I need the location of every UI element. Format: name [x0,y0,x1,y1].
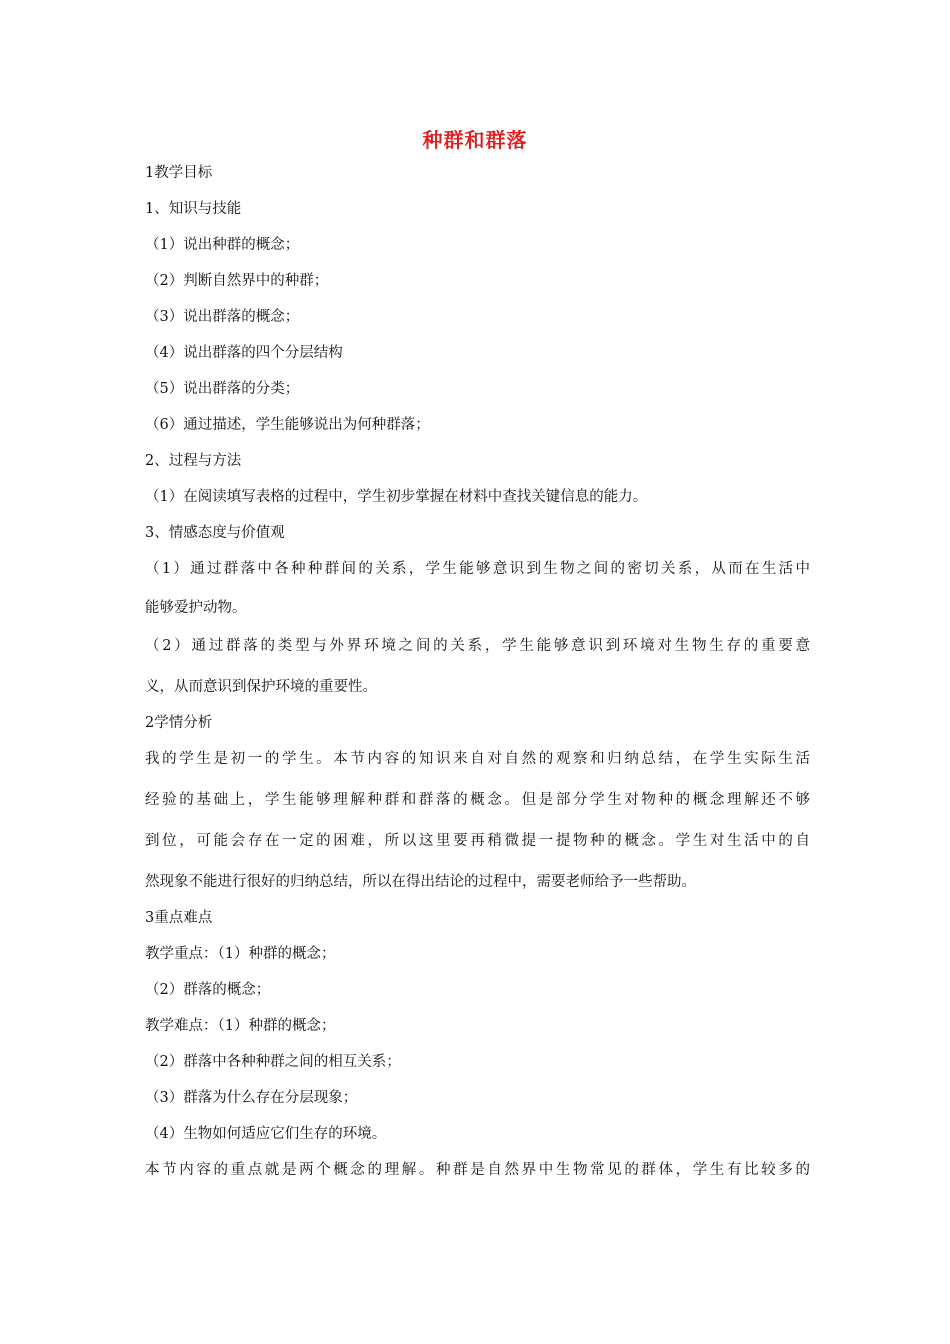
list-item: 教学难点：（1）种群的概念； [145,1018,336,1034]
list-item: （2）判断自然界中的种群； [145,273,329,289]
list-item: （6）通过描述，学生能够说出为何种群落； [145,417,430,433]
section-heading-student-analysis: 2学情分析 [145,715,213,731]
paragraph-line: 能够爱护动物。 [145,600,247,616]
list-item: （2）群落的概念； [145,982,271,998]
list-item: （4）说出群落的四个分层结构 [145,345,343,361]
paragraph-line: （2）通过群落的类型与外界环境之间的关系，学生能够意识到环境对生物生存的重要意 [145,638,810,654]
list-item: （1）说出种群的概念； [145,237,300,253]
list-item: （4）生物如何适应它们生存的环境。 [145,1126,387,1142]
list-item: （1）在阅读填写表格的过程中，学生初步掌握在材料中查找关键信息的能力。 [145,489,648,505]
list-item: （3）说出群落的概念； [145,309,300,325]
paragraph-line: 本节内容的重点就是两个概念的理解。种群是自然界中生物常见的群体，学生有比较多的 [145,1162,810,1178]
subsection-heading-attitudes-values: 3、情感态度与价值观 [145,525,285,541]
paragraph-line: 然现象不能进行很好的归纳总结，所以在得出结论的过程中，需要老师给予一些帮助。 [145,874,696,890]
list-item: 教学重点：（1）种群的概念； [145,946,336,962]
section-heading-teaching-goals: 1教学目标 [145,165,213,181]
paragraph-line: 经验的基础上，学生能够理解种群和群落的概念。但是部分学生对物种的概念理解还不够 [145,792,810,808]
list-item: （5）说出群落的分类； [145,381,300,397]
paragraph-line: （1）通过群落中各种种群间的关系，学生能够意识到生物之间的密切关系，从而在生活中 [145,561,810,577]
document-title: 种群和群落 [422,128,528,152]
paragraph-line: 义，从而意识到保护环境的重要性。 [145,679,377,695]
paragraph-line: 我的学生是初一的学生。本节内容的知识来自对自然的观察和归纳总结，在学生实际生活 [145,751,810,767]
list-item: （3）群落为什么存在分层现象； [145,1090,358,1106]
subsection-heading-process-methods: 2、过程与方法 [145,453,242,469]
list-item: （2）群落中各种种群之间的相互关系； [145,1054,401,1070]
section-heading-key-points: 3重点难点 [145,910,213,926]
subsection-heading-knowledge-skills: 1、知识与技能 [145,201,242,217]
paragraph-line: 到位，可能会存在一定的困难，所以这里要再稍微提一提物种的概念。学生对生活中的自 [145,833,810,849]
